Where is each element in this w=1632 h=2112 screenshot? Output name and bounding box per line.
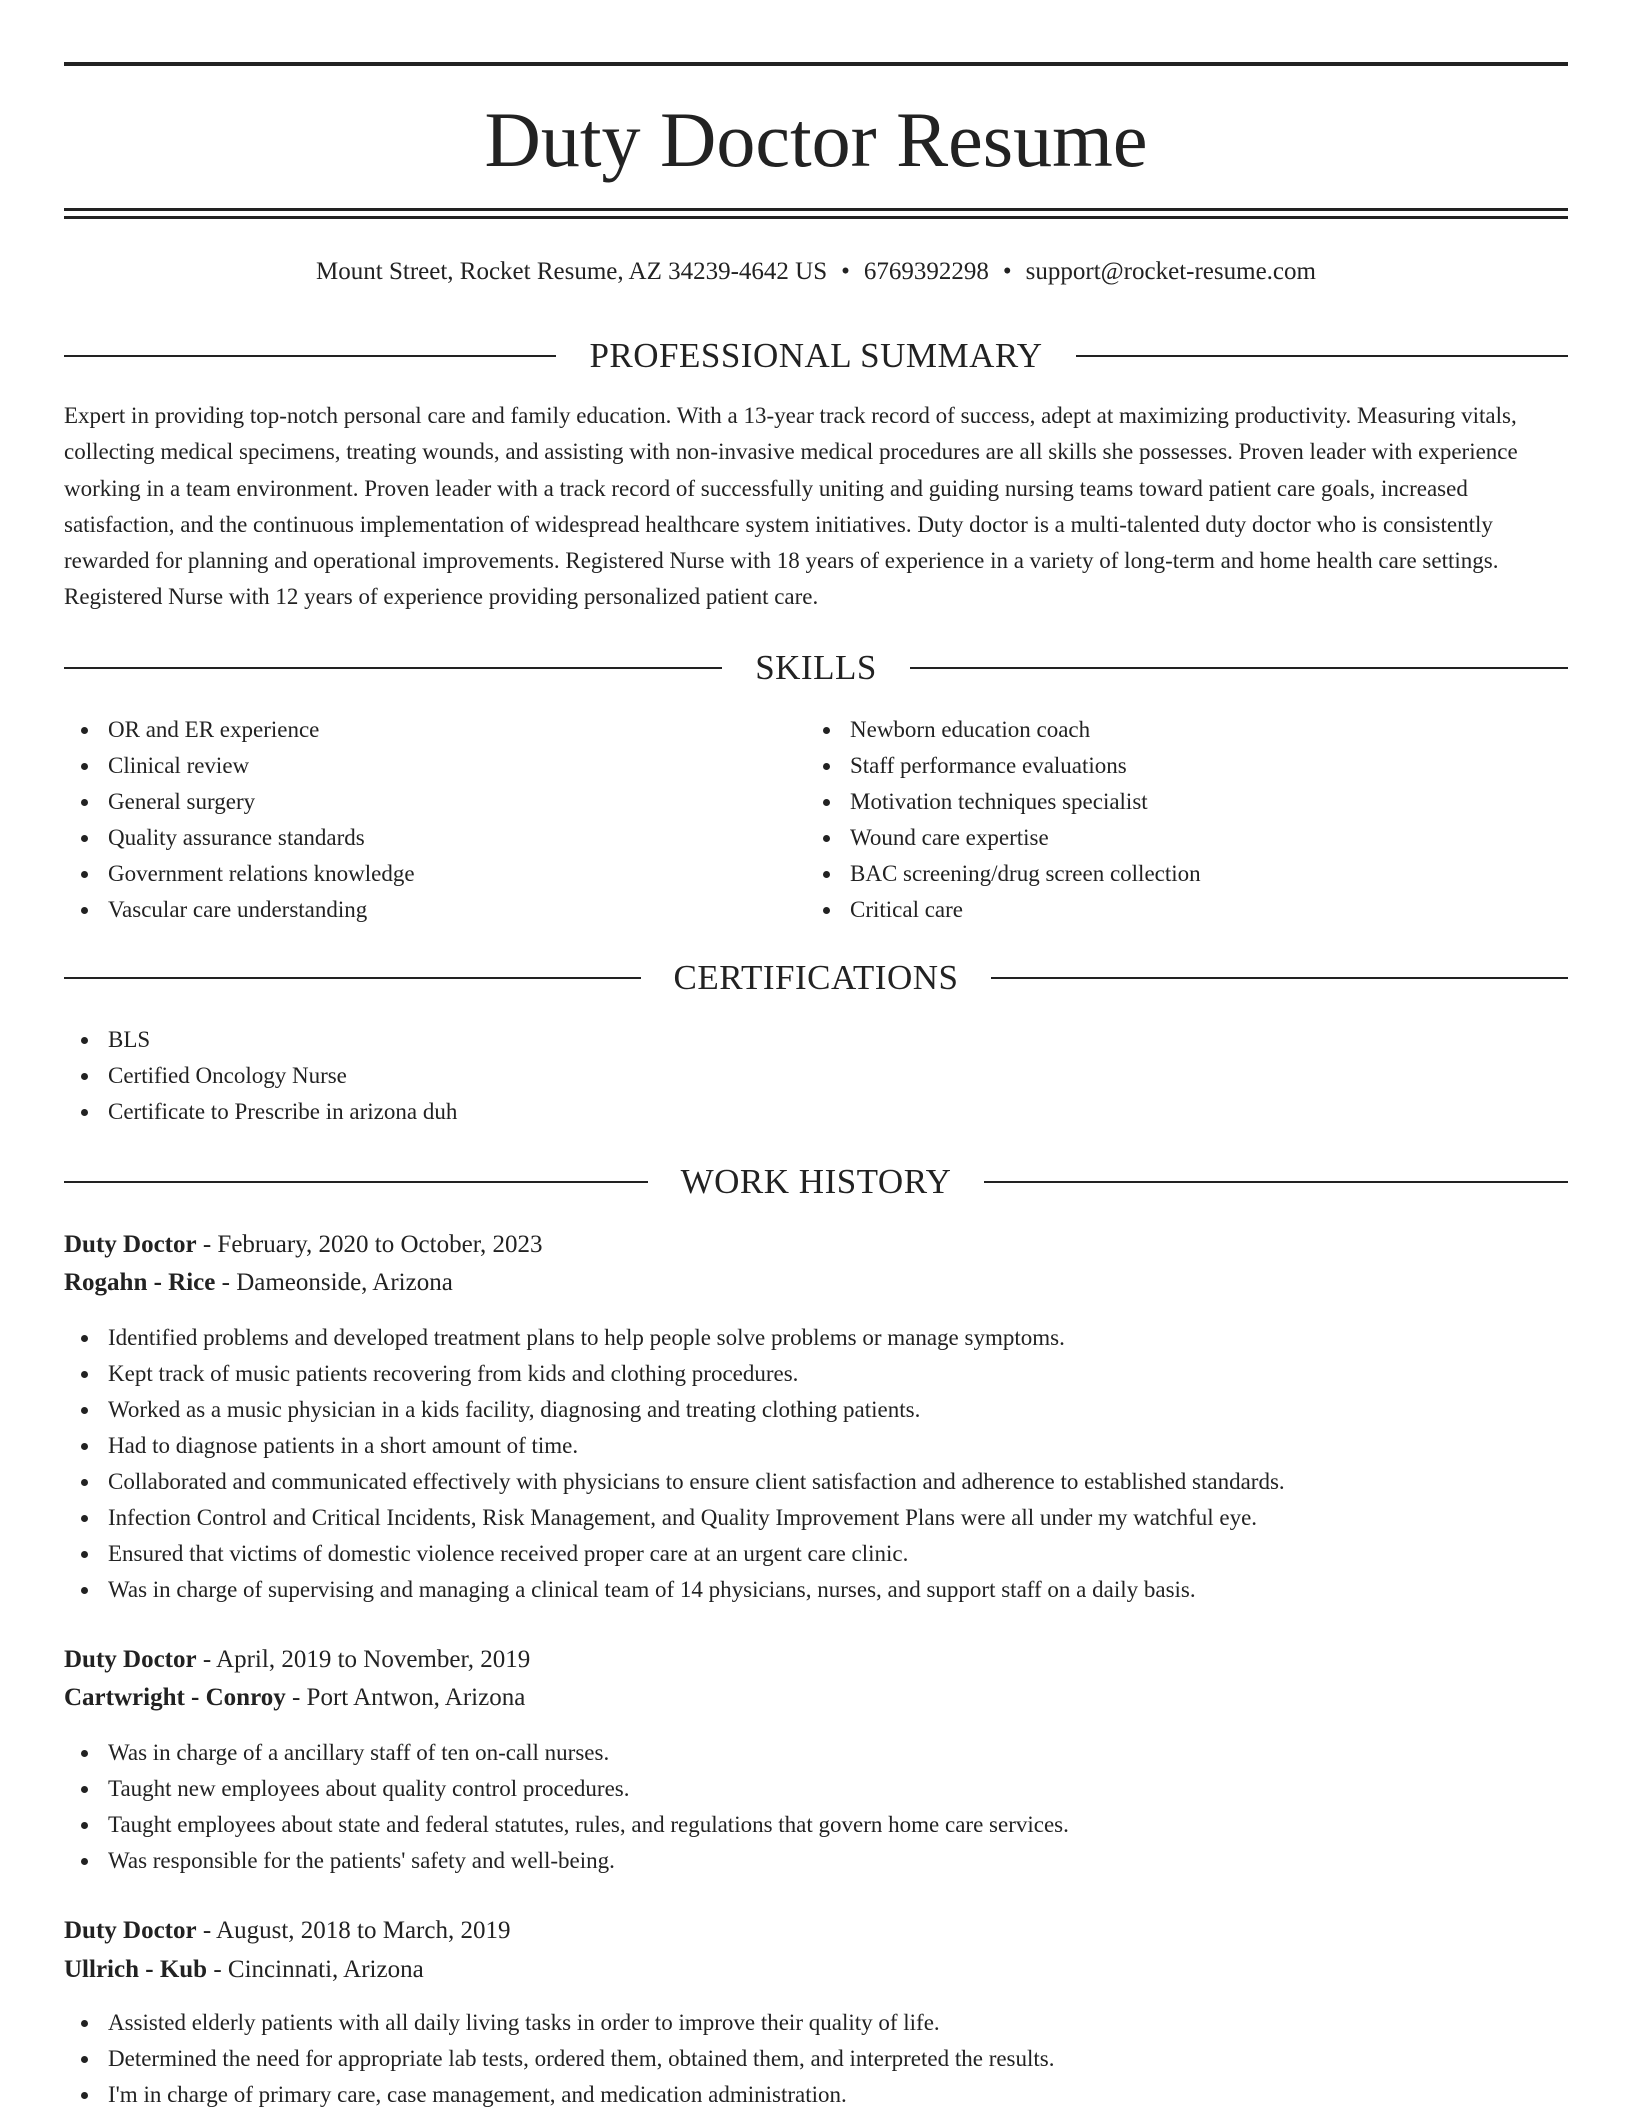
contact-address: Mount Street, Rocket Resume, AZ 34239-4642 US <box>316 258 828 285</box>
section-title-summary: PROFESSIONAL SUMMARY <box>589 336 1043 375</box>
job-duty: Was in charge of supervising and managing a clinical team of 14 physicians, nurses, and support staff on a daily basis. <box>64 1572 1568 1608</box>
job-duty: Was responsible for the patients' safety and well-being. <box>64 1843 1568 1879</box>
section-rule-right <box>991 977 1568 979</box>
job-company-line <box>64 1679 1568 1717</box>
job-duty: I'm in charge of primary care, case management, and medication administration. <box>64 2077 1568 2112</box>
section-rule-left <box>64 977 641 979</box>
header-double-rule-upper <box>64 208 1568 211</box>
section-rule-right <box>984 1181 1568 1183</box>
header-double-rule-lower <box>64 216 1568 219</box>
job-duty: Infection Control and Critical Incidents, Risk Management, and Quality Improvement Plans were all under my watchful eye. <box>64 1500 1568 1536</box>
skill-item: Critical care <box>806 892 1506 928</box>
job-company: Ullrich - Kub <box>64 1956 208 1983</box>
skill-item: Clinical review <box>64 748 764 784</box>
skill-item: Staff performance evaluations <box>806 748 1506 784</box>
job-duties-list <box>64 1735 1568 1879</box>
skill-item: Motivation techniques specialist <box>806 784 1506 820</box>
section-rule-left <box>64 667 722 669</box>
job-company-line <box>64 1264 1568 1302</box>
job-company: Rogahn - Rice <box>64 1269 216 1296</box>
contact-phone: 6769392298 <box>863 258 989 285</box>
skill-item: Government relations knowledge <box>64 856 764 892</box>
job-title-line <box>64 1226 1568 1264</box>
section-title-work-history: WORK HISTORY <box>680 1162 952 1201</box>
section-header-work-history <box>64 1160 1568 1204</box>
job-company: Cartwright - Conroy <box>64 1684 286 1711</box>
certification-item: Certificate to Prescribe in arizona duh <box>64 1094 1568 1130</box>
job-dates: - February, 2020 to October, 2023 <box>196 1231 543 1258</box>
job-duty: Assisted elderly patients with all daily living tasks in order to improve their quality of life. <box>64 2005 1568 2041</box>
job-location: - Cincinnati, Arizona <box>207 1956 424 1983</box>
certification-item: Certified Oncology Nurse <box>64 1058 1568 1094</box>
skill-item: OR and ER experience <box>64 712 764 748</box>
section-title-certifications: CERTIFICATIONS <box>673 958 959 997</box>
job-title-line <box>64 1641 1568 1679</box>
header-top-rule <box>64 62 1568 66</box>
job-duties-list <box>64 2005 1568 2112</box>
section-rule-left <box>64 355 556 357</box>
contact-separator: • <box>841 258 850 285</box>
section-header-summary <box>64 334 1568 378</box>
job-duty: Was in charge of a ancillary staff of ten on-call nurses. <box>64 1735 1568 1771</box>
contact-line <box>64 254 1568 290</box>
job-location: - Dameonside, Arizona <box>215 1269 453 1296</box>
certifications-list <box>64 1022 1568 1130</box>
job-duty: Taught new employees about quality control procedures. <box>64 1771 1568 1807</box>
skill-item: Vascular care understanding <box>64 892 764 928</box>
skill-item: General surgery <box>64 784 764 820</box>
job-duty: Determined the need for appropriate lab tests, ordered them, obtained them, and interpreted the results. <box>64 2041 1568 2077</box>
skill-item: BAC screening/drug screen collection <box>806 856 1506 892</box>
section-rule-right <box>910 667 1568 669</box>
job-dates: - August, 2018 to March, 2019 <box>196 1917 511 1944</box>
skills-list-left <box>64 712 764 928</box>
skill-item: Quality assurance standards <box>64 820 764 856</box>
job-duty: Identified problems and developed treatment plans to help people solve problems or manage symptoms. <box>64 1320 1568 1356</box>
job-title: Duty Doctor <box>64 1917 197 1944</box>
skill-item: Newborn education coach <box>806 712 1506 748</box>
job-duties-list <box>64 1320 1568 1608</box>
skills-list-right <box>806 712 1506 928</box>
job-location: - Port Antwon, Arizona <box>285 1684 526 1711</box>
job-duty: Had to diagnose patients in a short amount of time. <box>64 1428 1568 1464</box>
job-dates: - April, 2019 to November, 2019 <box>196 1646 531 1673</box>
section-rule-left <box>64 1181 648 1183</box>
job-company-line <box>64 1951 1568 1989</box>
job-duty: Collaborated and communicated effectively with physicians to ensure client satisfaction and adherence to established standards. <box>64 1464 1568 1500</box>
section-header-skills <box>64 646 1568 690</box>
certification-item: BLS <box>64 1022 1568 1058</box>
section-rule-right <box>1076 355 1568 357</box>
skill-item: Wound care expertise <box>806 820 1506 856</box>
contact-email: support@rocket-resume.com <box>1025 258 1316 285</box>
job-title: Duty Doctor <box>64 1646 197 1673</box>
resume-title: Duty Doctor Resume <box>484 96 1148 183</box>
contact-separator: • <box>1002 258 1012 285</box>
section-title-skills: SKILLS <box>755 648 877 687</box>
job-duty: Kept track of music patients recovering from kids and clothing procedures. <box>64 1356 1568 1392</box>
job-title: Duty Doctor <box>64 1231 197 1258</box>
job-title-line <box>64 1912 1568 1950</box>
job-duty: Worked as a music physician in a kids facility, diagnosing and treating clothing patients. <box>64 1392 1568 1428</box>
summary-paragraph: Expert in providing top-notch personal care and family education. With a 13-year track record of success, adept at maximizing productivity. Measuring vitals, collecting medical specimens, treating wounds, and assisting with non-invasive medical procedures are all skills she possesses. Proven leader with experience working in a team environment. Proven leader with a track record of successfully uniting and guiding nursing teams toward patient care goals, increased satisfaction, and the continuous implementation of widespread healthcare system initiatives. Duty doctor is a multi-talented duty doctor who is consistently rewarded for planning and operational improvements. Registered Nurse with 18 years of experience in a variety of long-term and home health care settings. Registered Nurse with 12 years of experience providing personalized patient care. <box>64 403 1518 610</box>
job-duty: Ensured that victims of domestic violence received proper care at an urgent care clinic. <box>64 1536 1568 1572</box>
job-duty: Taught employees about state and federal statutes, rules, and regulations that govern home care services. <box>64 1807 1568 1843</box>
section-header-certifications <box>64 956 1568 1000</box>
